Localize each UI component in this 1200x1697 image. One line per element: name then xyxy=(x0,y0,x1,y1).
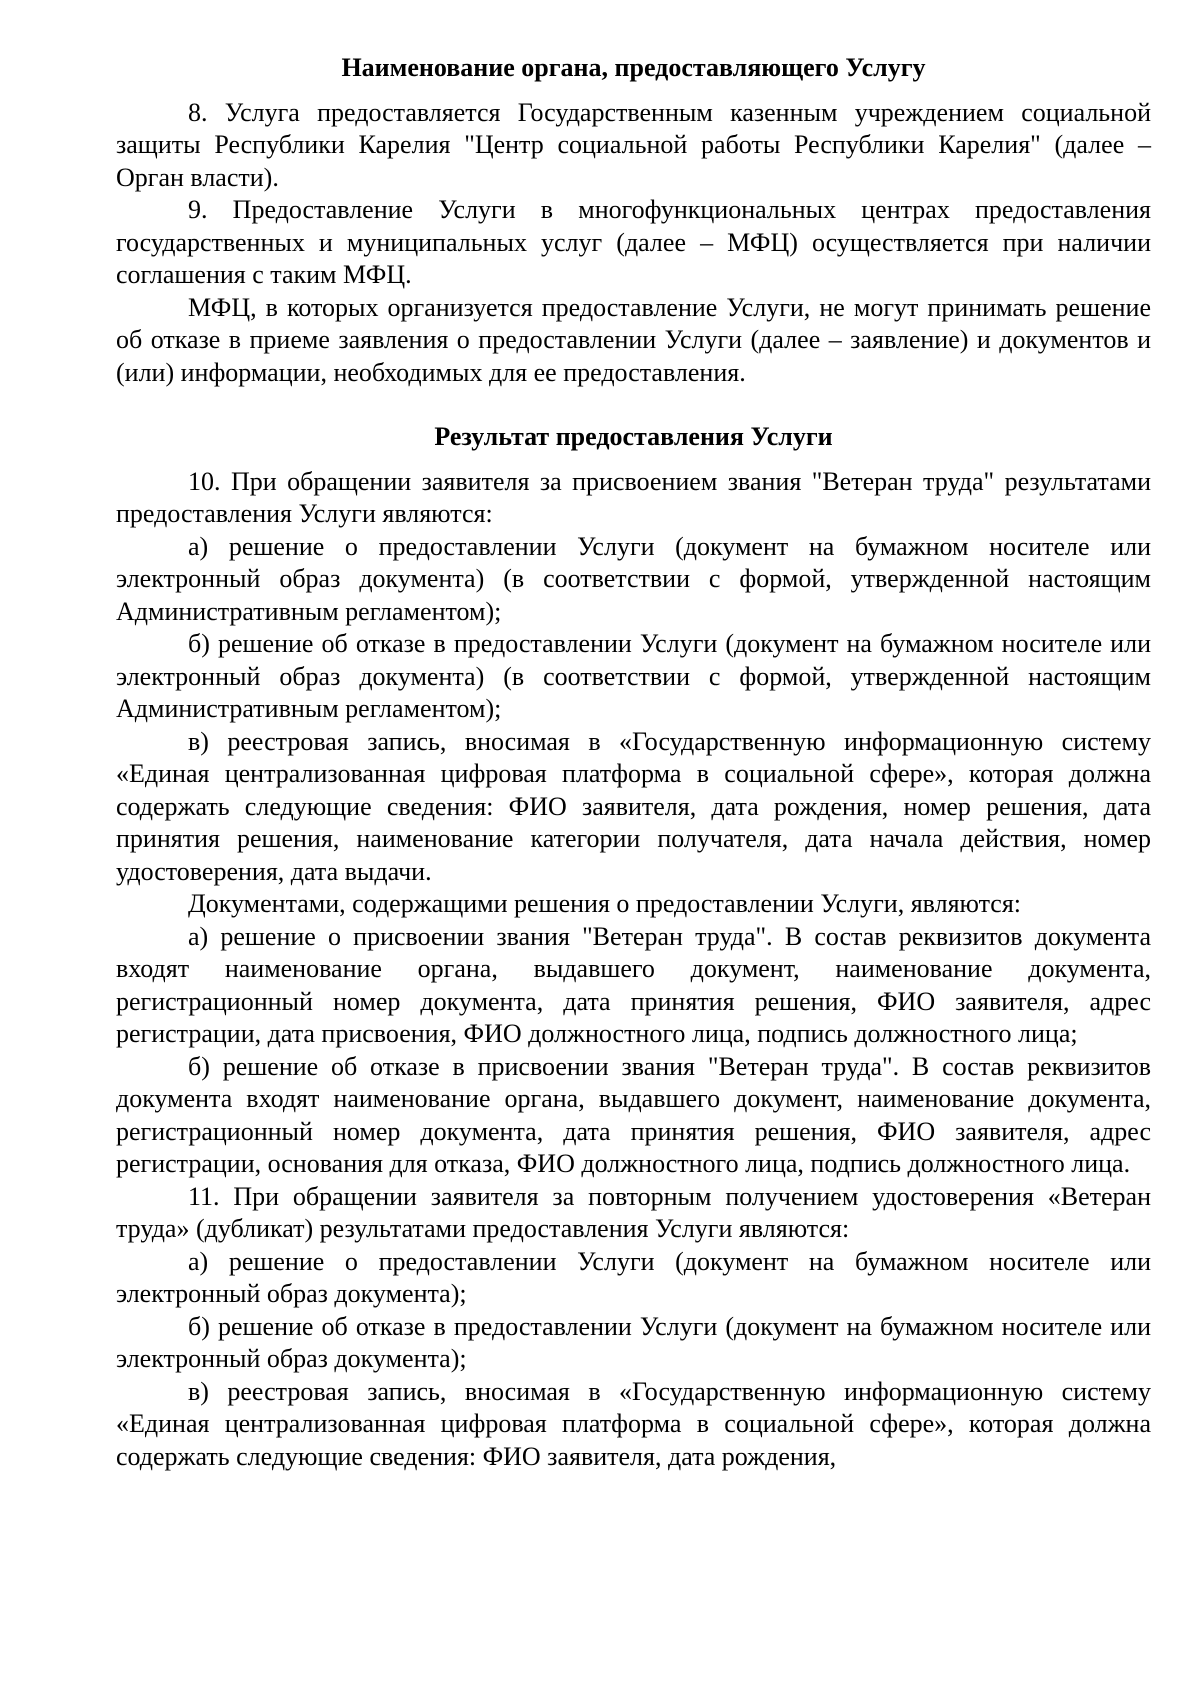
paragraph-11-b: б) решение об отказе в предоставлении Услуги (документ на бумажном носителе или электронный образ документа); xyxy=(116,1311,1151,1373)
paragraph-10-a: а) решение о предоставлении Услуги (документ на бумажном носителе или электронный образ документа) (в соответствии с формой, утвержденной настоящим Административным регламентом); xyxy=(116,531,1151,626)
paragraph-10: 10. При обращении заявителя за присвоением звания "Ветеран труда" результатами предоставления Услуги являются: xyxy=(116,466,1151,528)
section-heading-result: Результат предоставления Услуги xyxy=(434,422,833,451)
paragraph-8: 8. Услуга предоставляется Государственным казенным учреждением социальной защиты Республики Карелия "Центр социальной работы Республики Карелия" (далее – Орган власти). xyxy=(116,97,1151,192)
section-heading-authority: Наименование органа, предоставляющего Услугу xyxy=(341,53,926,82)
paragraph-documents: Документами, содержащими решения о предоставлении Услуги, являются: xyxy=(188,889,1022,918)
paragraph-11-a: а) решение о предоставлении Услуги (документ на бумажном носителе или электронный образ документа); xyxy=(116,1246,1151,1308)
paragraph-9: 9. Предоставление Услуги в многофункциональных центрах предоставления государственных и муниципальных услуг (далее – МФЦ) осуществляется при наличии соглашения с таким МФЦ. xyxy=(116,195,1151,289)
paragraph-documents-b: б) решение об отказе в присвоении звания "Ветеран труда". В состав реквизитов документа входят наименование органа, выдавшего документ, наименование документа, регистрационный номер документа, дата принятия решения, ФИО заявителя, адрес регистрации, основания для отказа, ФИО должностного лица, подпись должностного лица. xyxy=(116,1051,1151,1178)
paragraph-11-v: в) реестровая запись, вносимая в «Государственную информационную систему «Единая централизованная цифровая платформа в социальной сфере», которая должна содержать следующие сведения: ФИО заявителя, дата рождения, xyxy=(116,1376,1151,1471)
paragraph-10-b: б) решение об отказе в предоставлении Услуги (документ на бумажном носителе или электронный образ документа) (в соответствии с формой, утвержденной настоящим Административным регламентом); xyxy=(116,629,1151,723)
paragraph-11: 11. При обращении заявителя за повторным получением удостоверения «Ветеран труда» (дубликат) результатами предоставления Услуги являются: xyxy=(116,1181,1151,1243)
document-page xyxy=(116,52,1151,1473)
paragraph-10-v: в) реестровая запись, вносимая в «Государственную информационную систему «Единая централизованная цифровая платформа в социальной сфере», которая должна содержать следующие сведения: ФИО заявителя, дата рождения, номер решения, дата принятия решения, наименование категории получателя, дата начала действия, номер удостоверения, дата выдачи. xyxy=(116,726,1151,886)
paragraph-mfc: МФЦ, в которых организуется предоставление Услуги, не могут принимать решение об отказе в приеме заявления о предоставлении Услуги (далее – заявление) и документов и (или) информации, необходимых для ее предоставления. xyxy=(116,292,1151,387)
paragraph-documents-a: а) решение о присвоении звания "Ветеран труда". В состав реквизитов документа входят наименование органа, выдавшего документ, наименование документа, регистрационный номер документа, дата принятия решения, ФИО заявителя, адрес регистрации, дата присвоения, ФИО должностного лица, подпись должностного лица; xyxy=(116,921,1151,1048)
